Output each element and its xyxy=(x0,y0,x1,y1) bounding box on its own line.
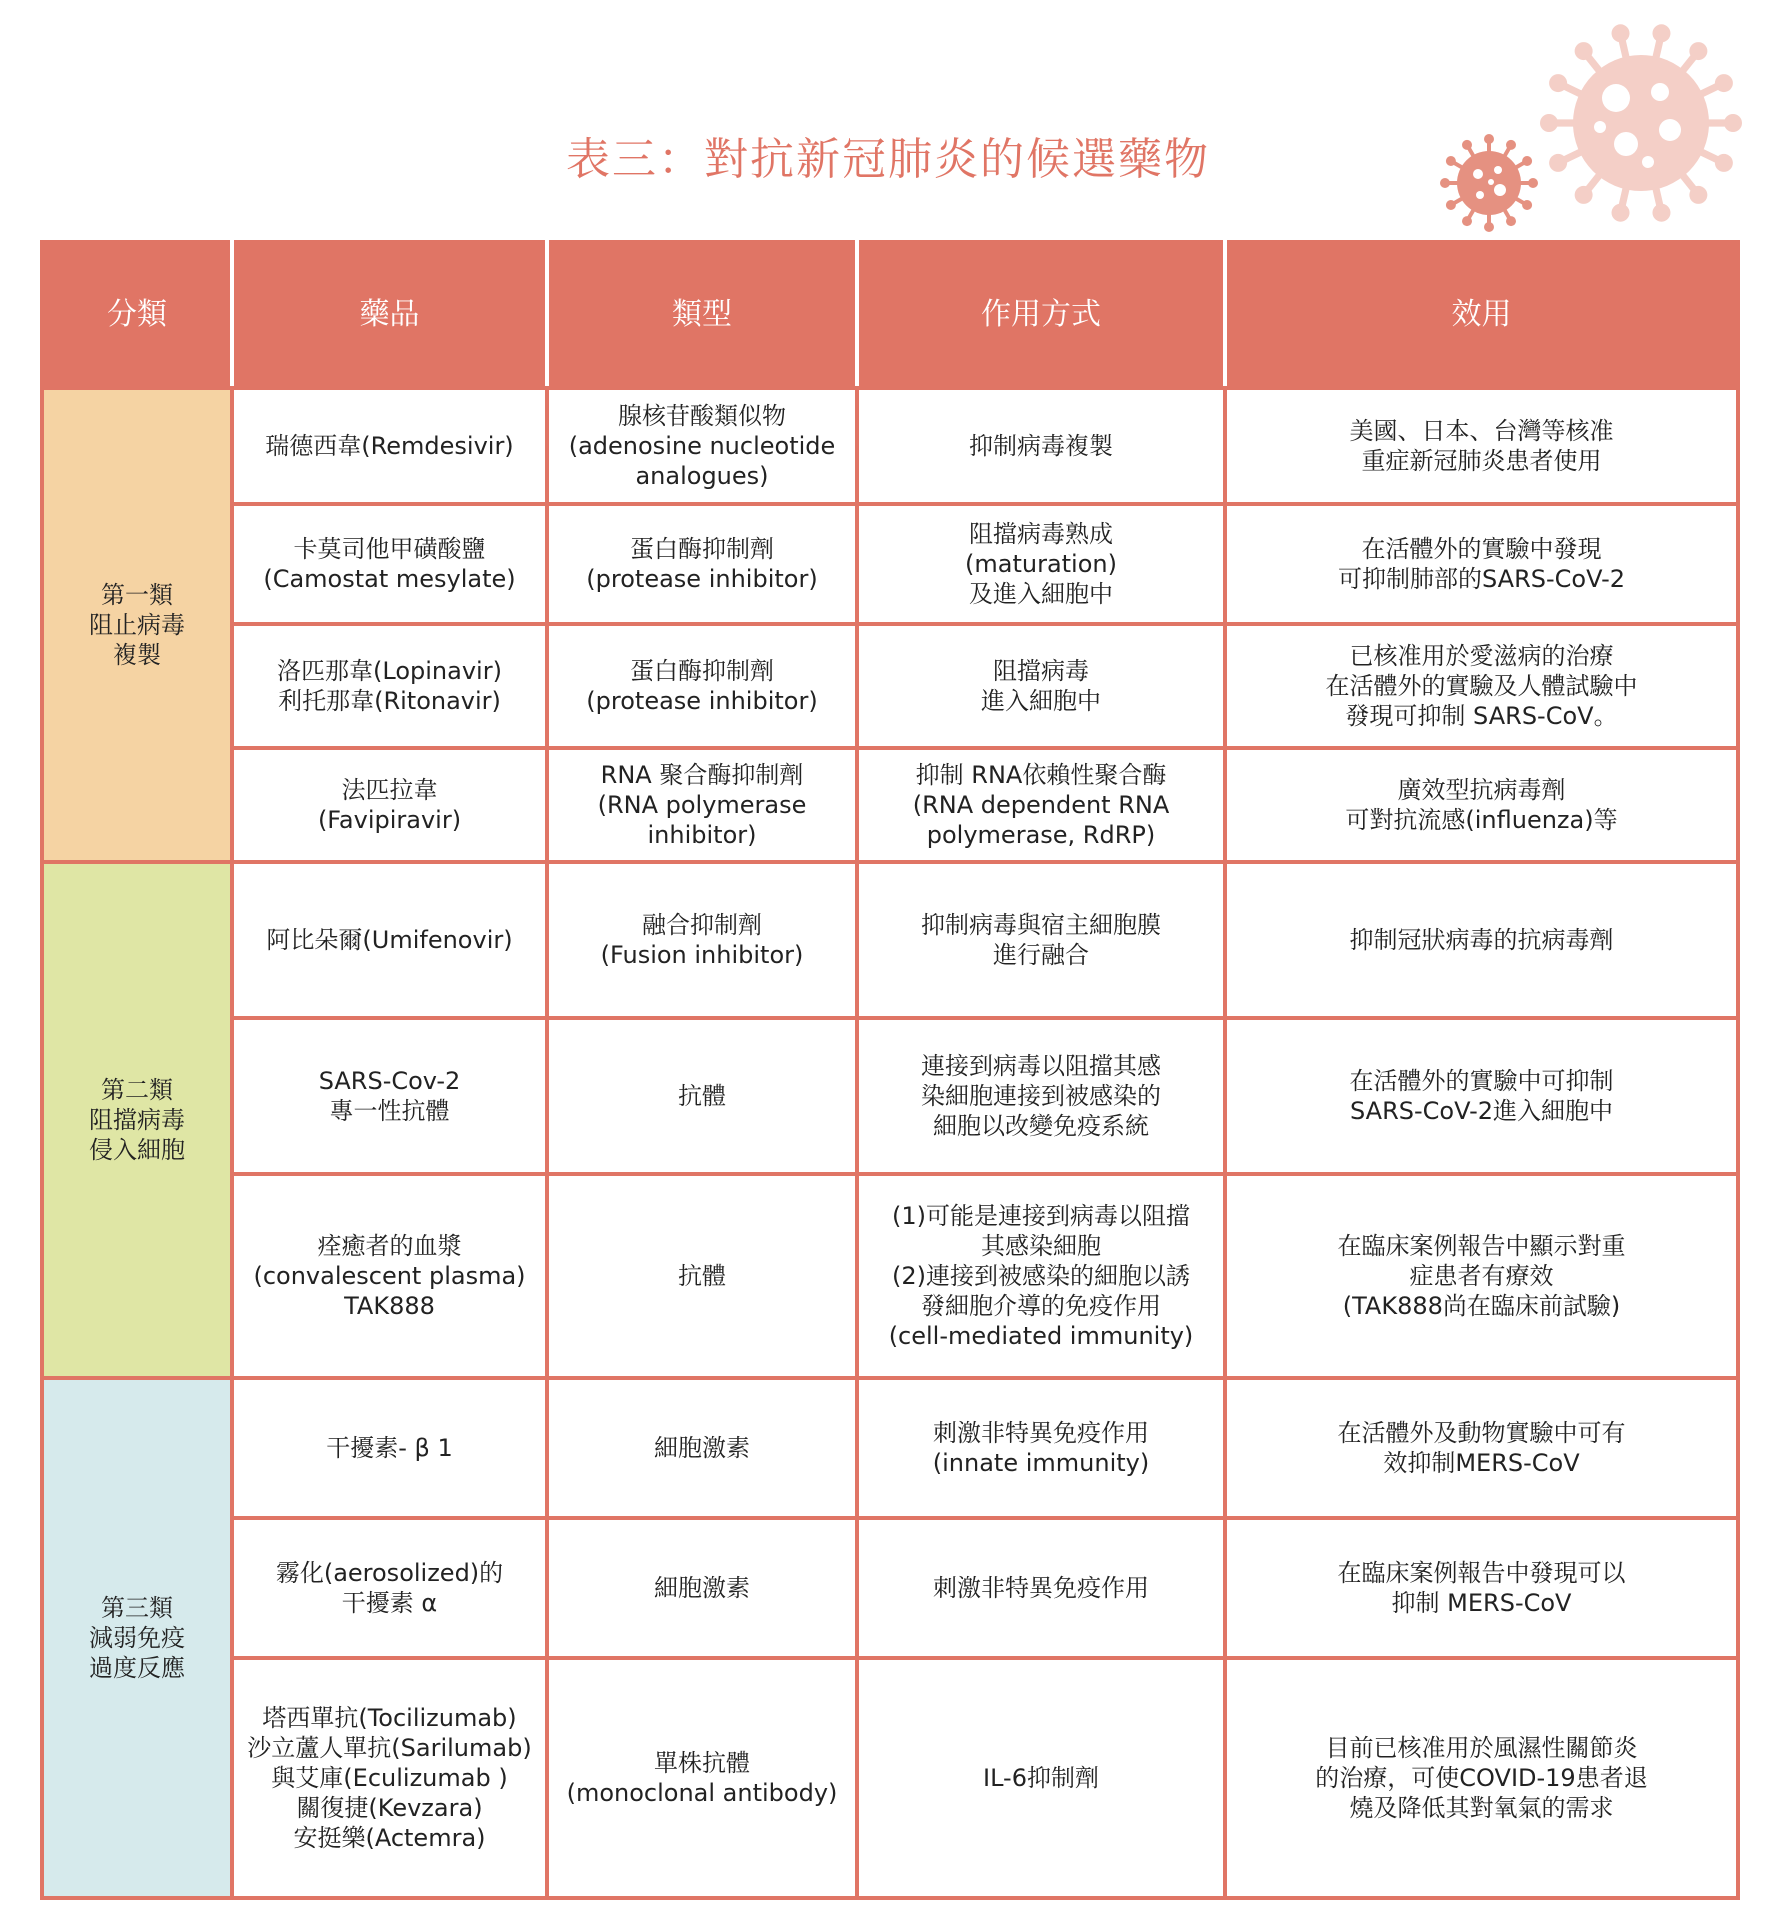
drug-cell: 法匹拉韋 (Favipiravir) xyxy=(232,748,547,862)
type-cell: 細胞激素 xyxy=(547,1378,857,1518)
mechanism-cell: 阻擋病毒 進入細胞中 xyxy=(857,624,1225,748)
drug-cell: SARS-Cov-2 專一性抗體 xyxy=(232,1018,547,1174)
page-title: 表三：對抗新冠肺炎的候選藥物 xyxy=(566,134,1210,185)
type-cell: 蛋白酶抑制劑 (protease inhibitor) xyxy=(547,504,857,624)
effect-cell: 在活體外的實驗中可抑制 SARS-CoV-2進入細胞中 xyxy=(1225,1018,1738,1174)
effect-cell: 在活體外及動物實驗中可有 效抑制MERS-CoV xyxy=(1225,1378,1738,1518)
drug-cell: 塔西單抗(Tocilizumab) 沙立蘆人單抗(Sarilumab) 與艾庫(Eculizumab ) 關復捷(Kevzara) 安挺樂(Actemra) xyxy=(232,1658,547,1898)
effect-cell: 在臨床案例報告中發現可以 抑制 MERS-CoV xyxy=(1225,1518,1738,1658)
table-row xyxy=(42,862,1738,1018)
table-row xyxy=(42,748,1738,862)
effect-cell: 美國、日本、台灣等核准 重症新冠肺炎患者使用 xyxy=(1225,388,1738,504)
table-row xyxy=(42,504,1738,624)
type-cell: 抗體 xyxy=(547,1018,857,1174)
header-category: 分類 xyxy=(42,242,232,388)
table-row xyxy=(42,1174,1738,1378)
drug-cell: 洛匹那韋(Lopinavir) 利托那韋(Ritonavir) xyxy=(232,624,547,748)
type-cell: RNA 聚合酶抑制劑 (RNA polymerase inhibitor) xyxy=(547,748,857,862)
type-cell: 腺核苷酸類似物 (adenosine nucleotide analogues) xyxy=(547,388,857,504)
mechanism-cell: (1)可能是連接到病毒以阻擋 其感染細胞 (2)連接到被感染的細胞以誘 發細胞介導的免疫作用 (cell-mediated immunity) xyxy=(857,1174,1225,1378)
table-row xyxy=(42,1658,1738,1898)
effect-cell: 目前已核准用於風濕性關節炎 的治療，可使COVID-19患者退 燒及降低其對氧氣的需求 xyxy=(1225,1658,1738,1898)
type-cell: 抗體 xyxy=(547,1174,857,1378)
header-type: 類型 xyxy=(547,242,857,388)
mechanism-cell: 阻擋病毒熟成 (maturation) 及進入細胞中 xyxy=(857,504,1225,624)
effect-cell: 在活體外的實驗中發現 可抑制肺部的SARS-CoV-2 xyxy=(1225,504,1738,624)
category-2-label: 第二類 阻擋病毒 侵入細胞 xyxy=(42,862,232,1378)
header-drug: 藥品 xyxy=(232,242,547,388)
table-row xyxy=(42,1518,1738,1658)
mechanism-cell: 連接到病毒以阻擋其感 染細胞連接到被感染的 細胞以改變免疫系統 xyxy=(857,1018,1225,1174)
effect-cell: 已核准用於愛滋病的治療 在活體外的實驗及人體試驗中 發現可抑制 SARS-CoV。 xyxy=(1225,624,1738,748)
header-effect: 效用 xyxy=(1225,242,1738,388)
category-3-label: 第三類 減弱免疫 過度反應 xyxy=(42,1378,232,1898)
table-row xyxy=(42,1018,1738,1174)
header-mechanism: 作用方式 xyxy=(857,242,1225,388)
mechanism-cell: 抑制 RNA依賴性聚合酶 (RNA dependent RNA polymerase, RdRP) xyxy=(857,748,1225,862)
type-cell: 細胞激素 xyxy=(547,1518,857,1658)
table-row xyxy=(42,624,1738,748)
category-1-label: 第一類 阻止病毒 複製 xyxy=(42,388,232,862)
effect-cell: 在臨床案例報告中顯示對重 症患者有療效 (TAK888尚在臨床前試驗) xyxy=(1225,1174,1738,1378)
virus-icon-small xyxy=(1436,130,1542,236)
drug-cell: 痊癒者的血漿 (convalescent plasma) TAK888 xyxy=(232,1174,547,1378)
drug-cell: 霧化(aerosolized)的 干擾素 α xyxy=(232,1518,547,1658)
table-row xyxy=(42,1378,1738,1518)
mechanism-cell: 抑制病毒複製 xyxy=(857,388,1225,504)
type-cell: 單株抗體 (monoclonal antibody) xyxy=(547,1658,857,1898)
type-cell: 蛋白酶抑制劑 (protease inhibitor) xyxy=(547,624,857,748)
drug-cell: 瑞德西韋(Remdesivir) xyxy=(232,388,547,504)
drug-cell: 卡莫司他甲磺酸鹽 (Camostat mesylate) xyxy=(232,504,547,624)
table-row xyxy=(42,388,1738,504)
mechanism-cell: 刺激非特異免疫作用 (innate immunity) xyxy=(857,1378,1225,1518)
header-row xyxy=(42,242,1738,388)
mechanism-cell: IL-6抑制劑 xyxy=(857,1658,1225,1898)
drug-table xyxy=(40,240,1740,1900)
effect-cell: 抑制冠狀病毒的抗病毒劑 xyxy=(1225,862,1738,1018)
mechanism-cell: 抑制病毒與宿主細胞膜 進行融合 xyxy=(857,862,1225,1018)
virus-icon-large xyxy=(1530,12,1752,234)
type-cell: 融合抑制劑 (Fusion inhibitor) xyxy=(547,862,857,1018)
drug-cell: 阿比朵爾(Umifenovir) xyxy=(232,862,547,1018)
drug-cell: 干擾素- β 1 xyxy=(232,1378,547,1518)
mechanism-cell: 刺激非特異免疫作用 xyxy=(857,1518,1225,1658)
effect-cell: 廣效型抗病毒劑 可對抗流感(influenza)等 xyxy=(1225,748,1738,862)
